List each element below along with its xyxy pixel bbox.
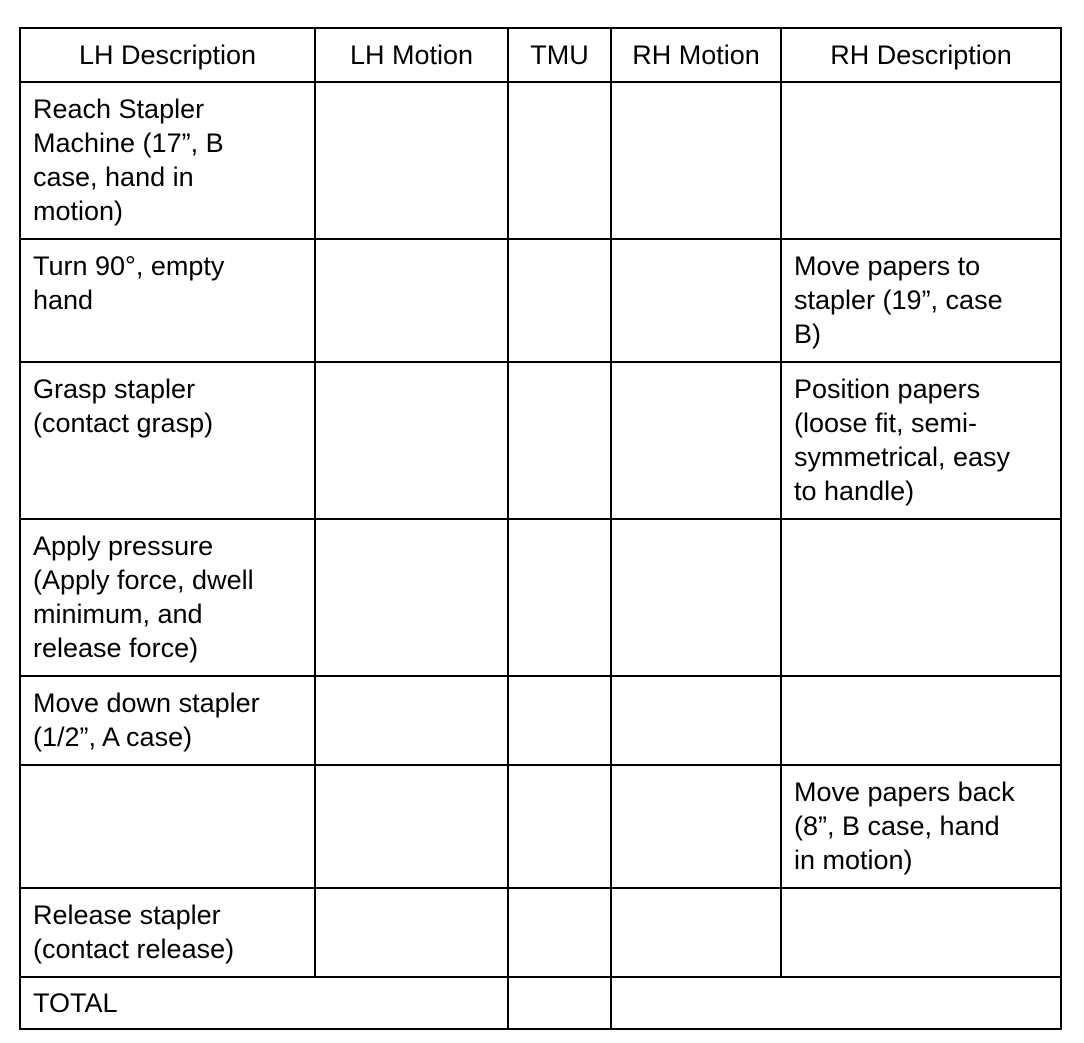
- table-row: [20, 676, 1061, 765]
- rh-motion-cell: [611, 239, 781, 362]
- lh-description-cell: [20, 765, 315, 888]
- header-lh-motion: LH Motion: [315, 28, 508, 82]
- lh-description-cell: Move down stapler (1/2”, A case): [20, 676, 315, 765]
- header-row: [20, 28, 1061, 82]
- lh-motion-cell: [315, 239, 508, 362]
- rh-motion-cell: [611, 676, 781, 765]
- total-row: [20, 977, 1061, 1029]
- tmu-cell: [508, 765, 611, 888]
- motion-analysis-table: [19, 27, 1062, 1030]
- tmu-cell: [508, 82, 611, 239]
- rh-description-cell: [781, 519, 1061, 676]
- table-row: [20, 765, 1061, 888]
- rh-description-cell: [781, 82, 1061, 239]
- rh-motion-cell: [611, 82, 781, 239]
- table-row: [20, 82, 1061, 239]
- header-rh-motion: RH Motion: [611, 28, 781, 82]
- lh-motion-cell: [315, 82, 508, 239]
- table-row: [20, 888, 1061, 977]
- rh-description-cell: Move papers to stapler (19”, case B): [781, 239, 1061, 362]
- rh-description-cell: [781, 676, 1061, 765]
- rh-motion-cell: [611, 765, 781, 888]
- lh-motion-cell: [315, 765, 508, 888]
- lh-description-cell: Apply pressure (Apply force, dwell minimum, and release force): [20, 519, 315, 676]
- rh-motion-cell: [611, 519, 781, 676]
- lh-motion-cell: [315, 362, 508, 519]
- rh-description-cell: Move papers back (8”, B case, hand in motion): [781, 765, 1061, 888]
- header-rh-description: RH Description: [781, 28, 1061, 82]
- table-row: [20, 362, 1061, 519]
- lh-description-cell: Reach Stapler Machine (17”, B case, hand in motion): [20, 82, 315, 239]
- total-tmu-cell: [508, 977, 611, 1029]
- table-row: [20, 519, 1061, 676]
- header-tmu: TMU: [508, 28, 611, 82]
- table-row: [20, 239, 1061, 362]
- rh-description-cell: Position papers (loose fit, semi- symmetrical, easy to handle): [781, 362, 1061, 519]
- tmu-cell: [508, 362, 611, 519]
- lh-description-cell: Release stapler (contact release): [20, 888, 315, 977]
- rh-motion-cell: [611, 362, 781, 519]
- lh-motion-cell: [315, 676, 508, 765]
- tmu-cell: [508, 519, 611, 676]
- header-lh-description: LH Description: [20, 28, 315, 82]
- tmu-cell: [508, 676, 611, 765]
- rh-motion-cell: [611, 888, 781, 977]
- tmu-cell: [508, 888, 611, 977]
- tmu-cell: [508, 239, 611, 362]
- total-label: TOTAL: [20, 977, 508, 1029]
- lh-motion-cell: [315, 519, 508, 676]
- lh-description-cell: Grasp stapler (contact grasp): [20, 362, 315, 519]
- lh-motion-cell: [315, 888, 508, 977]
- rh-description-cell: [781, 888, 1061, 977]
- total-remainder-cell: [611, 977, 1061, 1029]
- lh-description-cell: Turn 90°, empty hand: [20, 239, 315, 362]
